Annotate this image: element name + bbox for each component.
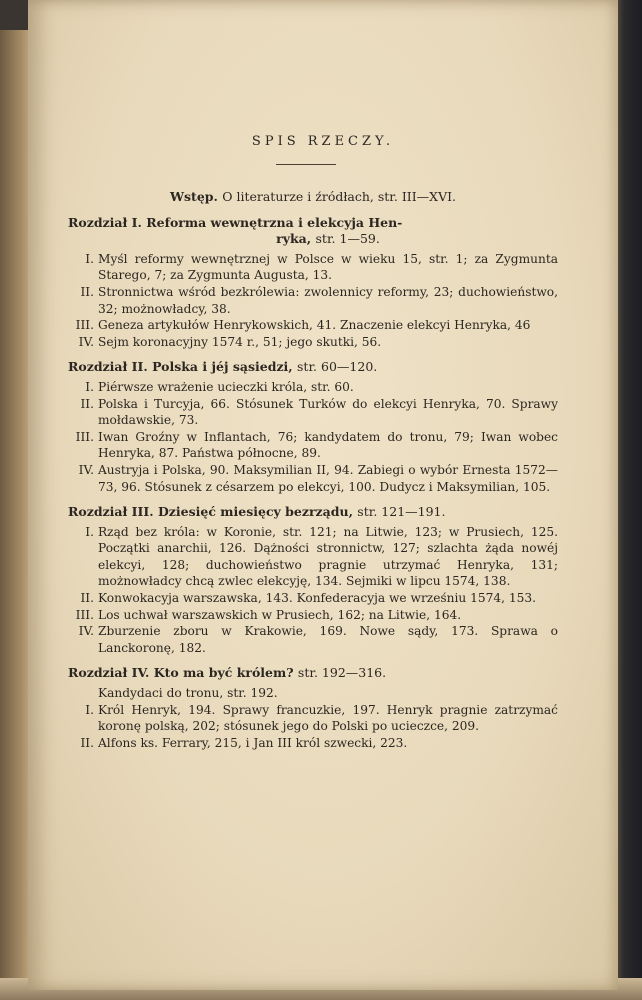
item-number: I. — [85, 702, 94, 717]
list-item — [68, 607, 558, 624]
item-text: Los uchwał warszawskich w Prusiech, 162; na Litwie, 164. — [98, 607, 462, 622]
chapter-subtitle: Reforma wewnętrzna i elekcyja Hen- — [146, 214, 403, 230]
intro-rest: O literaturze i źródłach, str. III—XVI. — [222, 189, 457, 204]
chapter-heading — [68, 215, 558, 248]
chapter-heading — [68, 359, 558, 376]
chapter-pages: str. 192—316. — [297, 665, 387, 681]
item-text: Rząd bez króla: w Koronie, str. 121; na Litwie, 123; w Prusiech, 125. Początki anarchii, 126. Dążności stronnictw, 127; szlachta żąda nowéj elekcyi, 128; duchowieństwo pragnie utrzymać Henryka, 131; możnowładcy chcą zwlec elekcyję, 134. Sejmiki w lipcu 1574, 138. — [98, 524, 558, 589]
item-text: Zburzenie zboru w Krakowie, 169. Nowe sądy, 173. Sprawa o Lanckoronę, 182. — [98, 624, 558, 655]
list-item — [68, 429, 558, 462]
list-item — [68, 396, 558, 429]
item-text: Polska i Turcyja, 66. Stósunek Turków do elekcyi Henryka, 70. Sprawy mołdawskie, 73. — [98, 396, 558, 428]
item-text: Sejm koronacyjny 1574 r., 51; jego skutki, 56. — [98, 334, 382, 349]
chapter-subtitle: Dziesięć miesięcy bezrządu, — [157, 504, 353, 520]
chapter-title: Rozdział III. — [68, 504, 154, 520]
chapter-pages: str. 60—120. — [297, 359, 378, 375]
list-item — [68, 524, 558, 590]
item-number: II. — [80, 284, 94, 299]
list-item — [68, 590, 558, 607]
list-item — [68, 462, 558, 495]
item-number: III. — [75, 429, 94, 444]
chapter-heading — [68, 504, 558, 521]
list-item — [68, 251, 558, 284]
list-item — [68, 379, 558, 396]
item-text: Stronnictwa wśród bezkrólewia: zwolennicy reformy, 23; duchowieństwo, 32; możnowładcy, 38. — [98, 284, 558, 316]
chapter-heading-continuation — [68, 231, 558, 248]
list-item — [68, 317, 558, 334]
item-text: Iwan Groźny w Inflantach, 76; kandydatem do tronu, 79; Iwan wobec Henryka, 87. Państwa północne, 89. — [98, 429, 558, 461]
item-number: III. — [75, 318, 94, 333]
chapter-subtitle-continued: ryka, — [276, 231, 312, 247]
item-text: Król Henryk, 194. Sprawy francuzkie, 197. Henryk pragnie zatrzymać koronę polską, 202; stósunek jego do Polski po ucieczce, 209. — [98, 702, 558, 734]
chapter-pages: str. 1—59. — [315, 231, 380, 247]
item-number: IV. — [78, 334, 94, 349]
chapter-title: Rozdział I. — [68, 214, 142, 230]
item-text: Geneza artykułów Henrykowskich, 41. Znaczenie elekcyi Henryka, 46 — [98, 318, 531, 333]
item-number: I. — [85, 379, 94, 394]
item-number: IV. — [78, 624, 94, 639]
chapter-heading — [68, 665, 558, 682]
item-number: II. — [80, 735, 94, 750]
item-number: II. — [80, 396, 94, 411]
heading-rule — [276, 164, 336, 165]
list-item — [68, 334, 558, 351]
chapter-title: Rozdział II. — [68, 359, 148, 375]
chapter-subtitle: Polska i jéj sąsiedzi, — [152, 359, 293, 375]
table-of-contents — [68, 180, 558, 751]
item-text: Austryja i Polska, 90. Maksymilian II, 94. Zabiegi o wybór Ernesta 1572—73, 96. Stósunek z césarzem po elekcyi, 100. Dudycz i Maksymilian, 105. — [98, 462, 558, 494]
chapter-pages: str. 121—191. — [357, 504, 446, 520]
chapter-subtitle: Kto ma być królem? — [153, 665, 294, 681]
list-item — [68, 284, 558, 317]
page-heading: SPIS RZECZY. — [251, 134, 395, 149]
item-number: I. — [85, 524, 94, 539]
item-number: II. — [80, 591, 94, 606]
item-text: Piérwsze wrażenie ucieczki króla, str. 60. — [98, 379, 354, 394]
intro-entry — [68, 189, 558, 206]
item-text: Konwokacyja warszawska, 143. Konfederacyja we wrześniu 1574, 153. — [98, 591, 537, 606]
item-number: III. — [75, 607, 94, 622]
item-number: IV. — [78, 462, 94, 477]
list-item — [68, 623, 558, 656]
chapter-lead: Kandydaci do tronu, str. 192. — [98, 686, 278, 701]
chapter-title: Rozdział IV. — [68, 665, 150, 681]
list-item — [68, 735, 558, 752]
item-text: Alfons ks. Ferrary, 215, i Jan III król szwecki, 223. — [98, 735, 408, 750]
intro-title: Wstęp. — [169, 189, 218, 204]
list-item — [68, 702, 558, 735]
item-text: Myśl reformy wewnętrznej w Polsce w wieku 15, str. 1; za Zygmunta Starego, 7; za Zygmunta Augusta, 13. — [98, 251, 558, 283]
book-page — [28, 0, 618, 990]
item-number: I. — [85, 251, 94, 266]
